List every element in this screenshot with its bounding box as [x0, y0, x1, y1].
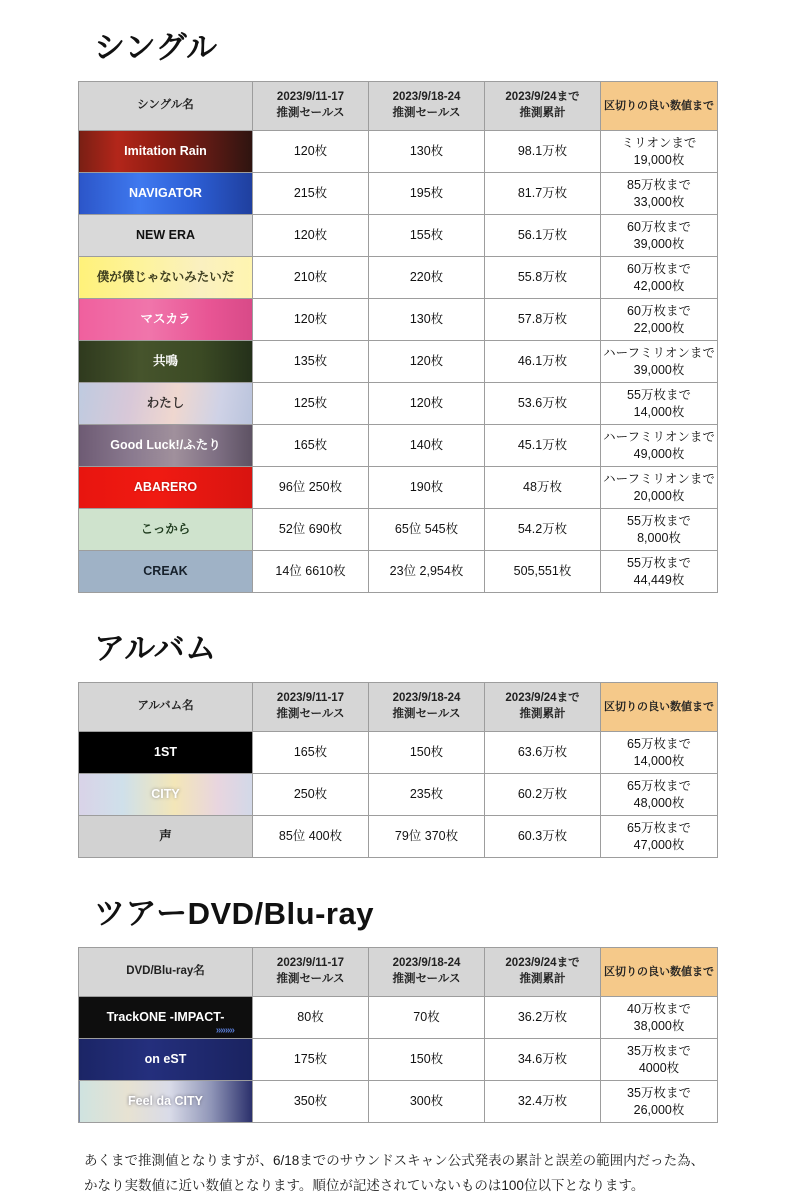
cumulative-total: 36.2万枚: [485, 997, 601, 1039]
col-header-line: 推測セールス: [392, 107, 461, 119]
dvd-bluray-table: [78, 947, 718, 1123]
week1-sales: 210枚: [253, 257, 369, 299]
goal-line: 65万枚まで: [627, 820, 691, 835]
table-header-row: [79, 82, 718, 131]
goal-line: 40万枚まで: [627, 1001, 691, 1016]
week2-sales: 150枚: [369, 1039, 485, 1081]
week2-sales: 140枚: [369, 425, 485, 467]
release-name: Feel da CITY: [127, 1094, 204, 1108]
goal-line: 8,000枚: [637, 530, 681, 545]
col-header-week1: [253, 683, 369, 732]
week2-sales: 23位 2,954枚: [369, 551, 485, 593]
week1-sales: 80枚: [253, 997, 369, 1039]
goal-line: 44,449枚: [633, 572, 685, 587]
col-header-line: 区切りの良い数値まで: [604, 965, 714, 978]
goal-cell: [601, 215, 718, 257]
week2-sales: 190枚: [369, 467, 485, 509]
col-header-total: [485, 683, 601, 732]
footnote-line: かなり実数値に近い数値となります。順位が記述されていないものは100位以下となります。: [84, 1177, 645, 1193]
col-header-line: 2023/9/11-17: [276, 957, 345, 970]
goal-line: 65万枚まで: [627, 736, 691, 751]
goal-line: ハーフミリオンまで: [603, 429, 715, 444]
release-name: 共鳴: [152, 354, 178, 368]
goal-cell: [601, 551, 718, 593]
goal-cell: [601, 341, 718, 383]
week1-sales: 52位 690枚: [253, 509, 369, 551]
table-row: [79, 341, 718, 383]
release-name-cell: [79, 299, 253, 341]
release-name: CITY: [151, 787, 180, 801]
col-header-line: DVD/Blu-ray名: [126, 965, 205, 978]
col-header-title: [79, 948, 253, 997]
week2-sales: 79位 370枚: [369, 816, 485, 858]
table-row: [79, 257, 718, 299]
goal-line: 14,000枚: [633, 404, 685, 419]
cumulative-total: 55.8万枚: [485, 257, 601, 299]
goal-cell: [601, 425, 718, 467]
goal-line: ミリオンまで: [621, 135, 697, 150]
week2-sales: 130枚: [369, 299, 485, 341]
goal-cell: [601, 509, 718, 551]
goal-cell: [601, 732, 718, 774]
table-row: [79, 774, 718, 816]
goal-cell: [601, 173, 718, 215]
col-header-goal: [601, 683, 718, 732]
goal-line: 55万枚まで: [627, 513, 691, 528]
release-name-cell: [79, 997, 253, 1039]
col-header-line: 2023/9/11-17: [276, 91, 345, 104]
col-header-total: [485, 82, 601, 131]
goal-cell: [601, 467, 718, 509]
week2-sales: 235枚: [369, 774, 485, 816]
goal-line: 4000枚: [638, 1060, 680, 1075]
release-name: こっから: [140, 522, 191, 536]
week1-sales: 215枚: [253, 173, 369, 215]
week1-sales: 175枚: [253, 1039, 369, 1081]
goal-line: 20,000枚: [633, 488, 685, 503]
week1-sales: 165枚: [253, 425, 369, 467]
week1-sales: 250枚: [253, 774, 369, 816]
release-name-cell: [79, 173, 253, 215]
col-header-week1: [253, 82, 369, 131]
cumulative-total: 81.7万枚: [485, 173, 601, 215]
release-name-cell: [79, 467, 253, 509]
release-name-cell: [79, 732, 253, 774]
goal-line: 49,000枚: [633, 446, 685, 461]
week1-sales: 120枚: [253, 215, 369, 257]
release-name-cell: [79, 383, 253, 425]
goal-line: 33,000枚: [633, 194, 685, 209]
chevrons-icon: »»»»: [215, 1025, 234, 1036]
week1-sales: 120枚: [253, 131, 369, 173]
release-name: 1ST: [154, 745, 177, 759]
page-title-albums: アルバム: [94, 631, 217, 666]
table-row: [79, 816, 718, 858]
week2-sales: 65位 545枚: [369, 509, 485, 551]
cumulative-total: 60.3万枚: [485, 816, 601, 858]
week1-sales: 350枚: [253, 1081, 369, 1123]
goal-cell: [601, 997, 718, 1039]
col-header-title: [79, 683, 253, 732]
release-name-cell: [79, 1081, 253, 1123]
table-row: [79, 215, 718, 257]
table-row: [79, 425, 718, 467]
release-name: on eST: [144, 1052, 187, 1066]
table-header-row: [79, 683, 718, 732]
table-row: [79, 509, 718, 551]
release-name: Good Luck!/ふたり: [110, 438, 221, 452]
week1-sales: 14位 6610枚: [253, 551, 369, 593]
week2-sales: 300枚: [369, 1081, 485, 1123]
col-header-week1: [253, 948, 369, 997]
goal-line: 42,000枚: [633, 278, 685, 293]
table-row: [79, 732, 718, 774]
table-header-row: [79, 948, 718, 997]
release-name-cell: [79, 341, 253, 383]
goal-line: 60万枚まで: [627, 219, 691, 234]
release-name-cell: [79, 215, 253, 257]
table-row: [79, 551, 718, 593]
goal-line: 35万枚まで: [627, 1043, 691, 1058]
goal-line: 85万枚まで: [627, 177, 691, 192]
cumulative-total: 505,551枚: [485, 551, 601, 593]
col-header-line: 2023/9/18-24: [392, 91, 461, 104]
release-name-cell: [79, 1039, 253, 1081]
col-header-line: 2023/9/24まで: [505, 692, 580, 705]
week1-sales: 96位 250枚: [253, 467, 369, 509]
col-header-week2: [369, 82, 485, 131]
release-name: ABARERO: [133, 480, 198, 494]
goal-cell: [601, 299, 718, 341]
col-header-line: 推測累計: [519, 708, 566, 720]
release-name-cell: [79, 509, 253, 551]
goal-line: ハーフミリオンまで: [603, 471, 715, 486]
goal-cell: [601, 1081, 718, 1123]
col-header-line: 区切りの良い数値まで: [604, 99, 714, 112]
goal-cell: [601, 383, 718, 425]
cumulative-total: 56.1万枚: [485, 215, 601, 257]
cumulative-total: 54.2万枚: [485, 509, 601, 551]
col-header-line: シングル名: [137, 99, 194, 112]
col-header-total: [485, 948, 601, 997]
week2-sales: 70枚: [369, 997, 485, 1039]
goal-cell: [601, 774, 718, 816]
footnote-line: あくまで推測値となりますが、6/18までのサウンドスキャン公式発表の累計と誤差の範囲内だった為、: [84, 1153, 705, 1168]
albums-table: [78, 682, 718, 858]
col-header-line: 推測累計: [519, 973, 566, 985]
release-name: TrackONE -IMPACT-: [106, 1010, 225, 1024]
week2-sales: 155枚: [369, 215, 485, 257]
table-row: [79, 1081, 718, 1123]
goal-line: 38,000枚: [633, 1018, 685, 1033]
col-header-line: 推測セールス: [392, 708, 461, 720]
col-header-line: 区切りの良い数値まで: [604, 700, 714, 713]
table-row: [79, 997, 718, 1039]
release-name-cell: [79, 551, 253, 593]
release-name: Imitation Rain: [124, 144, 207, 158]
release-name: マスカラ: [140, 312, 191, 326]
col-header-title: [79, 82, 253, 131]
week2-sales: 130枚: [369, 131, 485, 173]
goal-line: 14,000枚: [633, 753, 685, 768]
goal-cell: [601, 816, 718, 858]
cumulative-total: 45.1万枚: [485, 425, 601, 467]
col-header-line: 2023/9/24まで: [505, 957, 580, 970]
week2-sales: 150枚: [369, 732, 485, 774]
table-row: [79, 1039, 718, 1081]
col-header-line: 2023/9/18-24: [392, 957, 461, 970]
table-row: [79, 299, 718, 341]
table-row: [79, 131, 718, 173]
release-name-cell: [79, 425, 253, 467]
release-name-cell: [79, 816, 253, 858]
goal-line: 39,000枚: [633, 236, 685, 251]
week1-sales: 125枚: [253, 383, 369, 425]
week2-sales: 220枚: [369, 257, 485, 299]
col-header-week2: [369, 948, 485, 997]
col-header-line: 推測累計: [519, 107, 566, 119]
week1-sales: 165枚: [253, 732, 369, 774]
week2-sales: 195枚: [369, 173, 485, 215]
week1-sales: 85位 400枚: [253, 816, 369, 858]
col-header-line: 推測セールス: [276, 973, 345, 985]
goal-cell: [601, 257, 718, 299]
col-header-week2: [369, 683, 485, 732]
release-name: NEW ERA: [135, 228, 196, 242]
goal-cell: [601, 1039, 718, 1081]
col-header-line: 推測セールス: [276, 708, 345, 720]
release-name: NAVIGATOR: [129, 186, 202, 200]
page-title-dvd: ツアーDVD/Blu-ray: [94, 896, 374, 931]
goal-line: 19,000枚: [633, 152, 685, 167]
col-header-line: アルバム名: [137, 700, 194, 713]
singles-table: [78, 81, 718, 593]
goal-line: 55万枚まで: [627, 387, 691, 402]
week2-sales: 120枚: [369, 341, 485, 383]
release-name: わたし: [146, 396, 185, 410]
goal-line: 22,000枚: [633, 320, 685, 335]
goal-line: 35万枚まで: [627, 1085, 691, 1100]
cumulative-total: 48万枚: [485, 467, 601, 509]
col-header-line: 2023/9/18-24: [392, 692, 461, 705]
goal-line: 48,000枚: [633, 795, 685, 810]
cumulative-total: 57.8万枚: [485, 299, 601, 341]
goal-line: 55万枚まで: [627, 555, 691, 570]
col-header-goal: [601, 82, 718, 131]
page-title-singles: シングル: [94, 30, 218, 65]
release-name: 声: [159, 829, 172, 843]
goal-line: 65万枚まで: [627, 778, 691, 793]
goal-line: 47,000枚: [633, 837, 685, 852]
release-name-cell: [79, 131, 253, 173]
cumulative-total: 46.1万枚: [485, 341, 601, 383]
cumulative-total: 34.6万枚: [485, 1039, 601, 1081]
col-header-line: 推測セールス: [276, 107, 345, 119]
footnote: [0, 1149, 803, 1199]
col-header-line: 2023/9/11-17: [276, 692, 345, 705]
week1-sales: 135枚: [253, 341, 369, 383]
goal-line: ハーフミリオンまで: [603, 345, 715, 360]
week2-sales: 120枚: [369, 383, 485, 425]
week1-sales: 120枚: [253, 299, 369, 341]
goal-line: 60万枚まで: [627, 261, 691, 276]
goal-line: 60万枚まで: [627, 303, 691, 318]
cumulative-total: 98.1万枚: [485, 131, 601, 173]
goal-line: 26,000枚: [633, 1102, 685, 1117]
goal-cell: [601, 131, 718, 173]
col-header-goal: [601, 948, 718, 997]
cumulative-total: 53.6万枚: [485, 383, 601, 425]
table-row: [79, 383, 718, 425]
table-row: [79, 173, 718, 215]
release-name: CREAK: [143, 564, 188, 578]
col-header-line: 推測セールス: [392, 973, 461, 985]
release-name: 僕が僕じゃないみたいだ: [96, 270, 235, 284]
col-header-line: 2023/9/24まで: [505, 91, 580, 104]
release-name-cell: [79, 774, 253, 816]
cumulative-total: 63.6万枚: [485, 732, 601, 774]
release-name-cell: [79, 257, 253, 299]
table-row: [79, 467, 718, 509]
cumulative-total: 32.4万枚: [485, 1081, 601, 1123]
cumulative-total: 60.2万枚: [485, 774, 601, 816]
goal-line: 39,000枚: [633, 362, 685, 377]
